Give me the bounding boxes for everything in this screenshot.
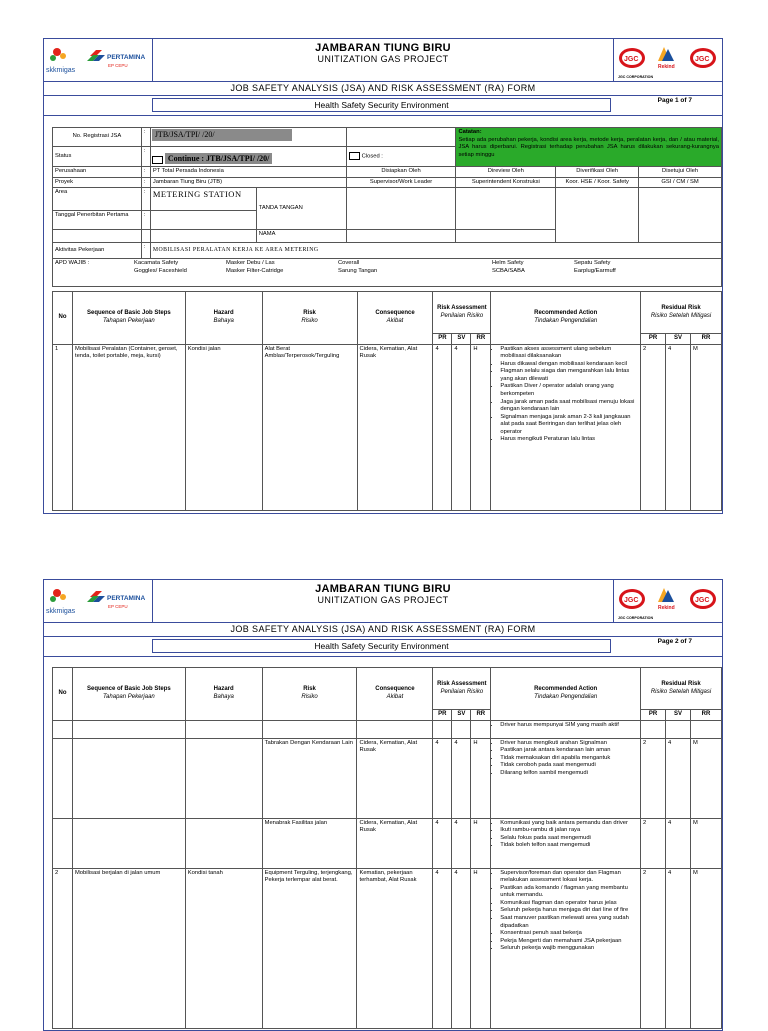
row-res-rr: M: [690, 818, 721, 868]
pertamina-text: PERTAMINA: [107, 54, 146, 61]
logo-block-right: [613, 39, 722, 81]
row-sv: [452, 720, 471, 738]
row-res-pr: 2: [641, 738, 666, 818]
action-item: • Tidak ceroboh pada saat mengemudi: [500, 762, 638, 770]
col-risk: Risk Risiko: [262, 292, 357, 345]
row-step: [72, 738, 185, 818]
row-sv: 4: [452, 344, 471, 510]
col-recommended-action: Recommended Action Tindakan Pengendalian: [491, 292, 641, 345]
colon: :: [141, 147, 150, 167]
disiapkan-header: Disiapkan Oleh: [346, 167, 456, 178]
skkmigas-text: skkmigas: [46, 67, 76, 74]
note-text: Setiap ada perubahan pekerja, kondisi area kerja, metode kerja, peralatan kerja, dan / atau material, JSA harus diperbarui. Registrasi terhadap perubahan JSA harus dilakukan sekurang-kurangnya setiap minggu: [458, 136, 719, 158]
col-steps: Sequence of Basic Job Steps Tahapan Pekerjaan: [72, 292, 185, 345]
apd-sepatu: Sepatu Safety: [574, 260, 611, 267]
col-steps: Sequence of Basic Job Steps Tahapan Pekerjaan: [72, 668, 185, 721]
row-res-rr: M: [690, 344, 721, 510]
row-rr: H: [471, 738, 491, 818]
row-hazard: [185, 818, 262, 868]
form-page-2: [43, 579, 723, 1031]
row-res-pr: 2: [641, 344, 666, 510]
row-res-sv: 4: [666, 738, 691, 818]
department-field: Health Safety Security Environment: [152, 639, 611, 653]
action-item: • Signalman menjaga jarak aman 2-3 kali jangkauan alat pada saat Beriringan dan terlihat jelas oleh operator: [500, 414, 638, 437]
action-item: • Komunikasi flagman dan operator harus jelas: [500, 900, 638, 908]
page-number: Page 2 of 7: [657, 638, 692, 645]
jgc-text: JGC: [624, 56, 639, 63]
col-res-rr: RR: [690, 334, 721, 345]
row-step: [72, 720, 185, 738]
col-no: No: [53, 292, 73, 345]
table-row: [53, 720, 722, 738]
logo-block-left: [44, 39, 153, 81]
row-risk: [262, 720, 357, 738]
action-item: • Seluruh pekerja harus menjaga diri dari line of fire: [500, 907, 638, 915]
row-consequence: Cidera, Kematian, Alat Rusak: [357, 818, 433, 868]
row-actions: [491, 720, 641, 738]
action-item: • Supervisor/foreman dan operator dan Flagman melakukan assessment lokasi kerja.: [500, 870, 638, 885]
direview-header: Direview Oleh: [456, 167, 556, 178]
row-hazard: [185, 720, 262, 738]
row-hazard: Kondisi tanah: [185, 868, 262, 1028]
rekind-text: Rekind: [658, 64, 675, 70]
col-recommended-action: Recommended Action Tindakan Pengendalian: [491, 668, 641, 721]
note-title: Catatan:: [458, 129, 482, 135]
row-no: [53, 720, 73, 738]
row-pr: 4: [433, 738, 452, 818]
row-actions: [491, 738, 641, 818]
action-item: • Tidak boleh telfon saat mengemudi: [500, 842, 638, 850]
row-risk: Alat Berat Amblas/Terperosok/Terguling: [262, 344, 357, 510]
project-title: JAMBARAN TIUNG BIRU: [315, 583, 451, 595]
rekind-text: Rekind: [658, 605, 675, 611]
action-item: • Driver harus mengikuti arahan Signalman: [500, 740, 638, 748]
closed-label: Closed :: [361, 153, 383, 160]
colon: :: [141, 188, 150, 211]
tanda-tangan-label: TANDA TANGAN: [256, 188, 346, 230]
note-box: [456, 128, 722, 167]
proyek-value: Jambaran Tiung Biru (JTB): [150, 177, 346, 188]
col-res-pr: PR: [641, 710, 666, 721]
row-res-pr: 2: [641, 868, 666, 1028]
row-pr: 4: [433, 344, 452, 510]
action-item: • Driver harus mempunyai SIM yang masih aktif: [500, 722, 638, 730]
closed-checkbox[interactable]: [349, 152, 360, 160]
nama-label: NAMA: [256, 230, 346, 243]
row-res-rr: M: [690, 738, 721, 818]
action-item: • Ikuti rambu-rambu di jalan raya: [500, 827, 638, 835]
row-pr: 4: [433, 868, 452, 1028]
direview-role: Superintendent Konstruksi: [456, 177, 556, 188]
action-item: • Pastikan jarak antara kendaraan lain aman: [500, 747, 638, 755]
col-pr: PR: [433, 710, 452, 721]
col-rr: RR: [471, 334, 491, 345]
pertamina-text: PERTAMINA: [107, 595, 146, 602]
form-header-2: [44, 580, 722, 623]
col-hazard: Hazard Bahaya: [185, 668, 262, 721]
skkmigas-pertamina-logo: [44, 580, 152, 622]
form-header: [44, 39, 722, 82]
col-residual-risk: Residual Risk Risiko Setelah Mitigasi: [641, 668, 722, 710]
department-field: Health Safety Security Environment: [152, 98, 611, 112]
row-consequence: Kematian, pekerjaan terhambat, Alat Rusak: [357, 868, 433, 1028]
signature-cell-3[interactable]: [556, 188, 638, 242]
col-consequence: Consequence Akibat: [357, 668, 433, 721]
apd-label: APD WAJIB :: [55, 260, 90, 267]
row-no: 2: [53, 868, 73, 1028]
row-consequence: Cidera, Kematian, Alat Rusak: [357, 344, 433, 510]
col-consequence: Consequence Akibat: [357, 292, 433, 345]
apd-scba: SCBA/SABA: [492, 267, 525, 274]
row-sv: 4: [452, 818, 471, 868]
jgc-text-2: JGC: [695, 597, 710, 604]
aktivitas-label: Aktivitas Pekerjaan: [53, 243, 142, 259]
row-step: Mobilisasi berjalan di jalan umum: [72, 868, 185, 1028]
row-consequence: Cidera, Kematian, Alat Rusak: [357, 738, 433, 818]
table-row: [53, 344, 722, 510]
action-item: • Selalu fokus pada saat mengemudi: [500, 835, 638, 843]
form-title: JOB SAFETY ANALYSIS (JSA) AND RISK ASSESSMENT (RA) FORM: [44, 622, 722, 637]
logo-block-right: [613, 580, 722, 622]
disetujui-role: GSI / CM / SM: [661, 178, 699, 185]
area-label: Area: [53, 188, 142, 211]
row-rr: H: [471, 818, 491, 868]
jsa-task-table-2: [52, 667, 722, 1029]
action-item: • Harus mengikuti Peraturan lalu lintas: [500, 436, 638, 444]
diverifikasi-role: Koor. HSE / Koor. Safety: [556, 178, 638, 188]
jsa-task-table-1: [52, 291, 722, 511]
aktivitas-value: MOBILISASI PERALATAN KERJA KE AREA METERING: [150, 243, 721, 259]
apd-kacamata: Kacamata Safety: [134, 260, 179, 267]
table-row: [53, 868, 722, 1028]
action-item: • Pekrja Mengerti dan memahami JSA pekerjaan: [500, 938, 638, 946]
project-subtitle: UNITIZATION GAS PROJECT: [317, 54, 449, 64]
colon: :: [141, 210, 150, 229]
row-pr: [433, 720, 452, 738]
action-item: • Konsentrasi penuh saat bekerja: [500, 930, 638, 938]
disetujui-header: Disetujui Oleh: [662, 168, 699, 174]
row-sv: 4: [452, 738, 471, 818]
action-item: • Saat manuver pastikan melewati area yang sudah dipadatkan: [500, 915, 638, 930]
jsa-info-table: [52, 127, 722, 287]
area-value: METERING STATION: [150, 188, 256, 211]
row-rr: H: [471, 344, 491, 510]
row-res-sv: 4: [666, 868, 691, 1028]
action-item: • Dilarang telfon sambil mengemudi: [500, 770, 638, 778]
apd-goggles: Goggles/ Faceshield: [134, 267, 187, 274]
signature-cell-1[interactable]: [346, 188, 456, 230]
tanggal-label: Tanggal Penerbitan Pertama: [53, 210, 142, 229]
action-item: • Pastikan Diver / operator adalah orang yang berkompeten: [500, 383, 638, 398]
jgc-text: JGC: [624, 597, 639, 604]
row-res-pr: 2: [641, 818, 666, 868]
form-title: JOB SAFETY ANALYSIS (JSA) AND RISK ASSESSMENT (RA) FORM: [44, 81, 722, 96]
row-pr: 4: [433, 818, 452, 868]
action-item: • Tidak memaksakan diri apabila mengantuk: [500, 755, 638, 763]
skkmigas-text: skkmigas: [46, 608, 76, 615]
project-subtitle: UNITIZATION GAS PROJECT: [317, 595, 449, 605]
apd-helm: Helm Safety: [492, 260, 524, 267]
col-hazard: Hazard Bahaya: [185, 292, 262, 345]
row-sv: 4: [452, 868, 471, 1028]
row-actions: [491, 868, 641, 1028]
jgc-rekind-logo: [614, 580, 722, 622]
diverifikasi-header: Diverifikasi Oleh: [556, 167, 638, 177]
row-hazard: [185, 738, 262, 818]
row-res-sv: 4: [666, 818, 691, 868]
action-item: • Harus dikawal dengan mobilisasi kendaraan kecil: [500, 361, 638, 369]
col-risk: Risk Risiko: [262, 668, 357, 721]
row-rr: H: [471, 868, 491, 1028]
col-pr: PR: [433, 334, 452, 345]
nama-cell-2[interactable]: [456, 230, 556, 243]
row-res-sv: 4: [666, 344, 691, 510]
proyek-label: Proyek: [53, 177, 142, 188]
colon: :: [141, 177, 150, 188]
row-step: Mobilisasi Peralatan (Container, genset, tenda, toilet portable, meja, kursi): [72, 344, 185, 510]
col-rr: RR: [471, 710, 491, 721]
action-item: • Pastikan ada komando / flagman yang membantu untuk memandu.: [500, 885, 638, 900]
apd-row: [53, 259, 721, 286]
action-item: • Seluruh pekerja wajib menggunakan: [500, 945, 638, 953]
col-risk-assessment: Risk Assessment Penilaian Risiko: [433, 292, 491, 334]
row-actions: [491, 344, 641, 510]
row-res-rr: M: [690, 868, 721, 1028]
perusahaan-label: Perusahaan: [53, 167, 142, 178]
disiapkan-role: Supervisor/Work Leader: [346, 177, 456, 188]
row-consequence: [357, 720, 433, 738]
reg-label: No. Registrasi JSA: [53, 128, 142, 147]
continue-checkbox[interactable]: [152, 156, 163, 164]
apd-sarung-tangan: Sarung Tangan: [338, 267, 378, 274]
jgc-corp-text: JGC CORPORATION: [618, 616, 654, 620]
row-res-rr: [690, 720, 721, 738]
col-res-pr: PR: [641, 334, 666, 345]
row-hazard: Kondisi jalan: [185, 344, 262, 510]
signature-cell-2[interactable]: [456, 188, 556, 230]
action-item: • Pastikan akses assessment ulang sebelum mobilisasi dilaksanakan: [500, 346, 638, 361]
col-sv: SV: [452, 334, 471, 345]
col-no: No: [53, 668, 73, 721]
colon: :: [141, 243, 150, 259]
page-number: Page 1 of 7: [657, 97, 692, 104]
row-actions: [491, 818, 641, 868]
perusahaan-value: PT Total Persada Indonesia: [150, 167, 346, 178]
col-res-rr: RR: [690, 710, 721, 721]
jgc-text-2: JGC: [695, 56, 710, 63]
apd-masker-debu: Masker Debu / Las: [226, 260, 275, 267]
pertamina-sub-text: EP CEPU: [108, 63, 128, 68]
action-item: • Komunikasi yang baik antara pemandu dan driver: [500, 820, 638, 828]
col-res-sv: SV: [666, 334, 691, 345]
col-residual-risk: Residual Risk Risiko Setelah Mitigasi: [641, 292, 722, 334]
reg-number-field[interactable]: JTB/JSA/TPI/ /20/: [152, 129, 292, 141]
continue-field[interactable]: Continue : JTB/JSA/TPI/ /20/: [165, 153, 273, 164]
row-step: [72, 818, 185, 868]
row-res-pr: [641, 720, 666, 738]
col-sv: SV: [452, 710, 471, 721]
jgc-corp-text: JGC CORPORATION: [618, 75, 654, 79]
signature-cell-4[interactable]: [639, 188, 721, 242]
table-row: [53, 818, 722, 868]
col-res-sv: SV: [666, 710, 691, 721]
nama-cell-1[interactable]: [346, 230, 456, 243]
row-no: 1: [53, 344, 73, 510]
row-rr: [471, 720, 491, 738]
tanggal-value[interactable]: [150, 210, 256, 229]
table-row: [53, 738, 722, 818]
action-item: • Jaga jarak aman pada saat mobilisasi menuju lokasi dengan kendaraan lain: [500, 399, 638, 414]
row-no: [53, 818, 73, 868]
jgc-rekind-logo: [614, 39, 722, 81]
form-page-1: [43, 38, 723, 514]
logo-block-left: [44, 580, 153, 622]
colon: :: [141, 128, 150, 147]
row-risk: Equipment Terguling, terjengkang, Pekerja terlempar alat berat.: [262, 868, 357, 1028]
pertamina-sub-text: EP CEPU: [108, 604, 128, 609]
row-risk: Tabrakan Dengan Kendaraan Lain: [262, 738, 357, 818]
apd-coverall: Coverall: [338, 260, 360, 267]
apd-masker-filter: Masker Filter-Catridge: [226, 267, 284, 274]
col-risk-assessment: Risk Assessment Penilaian Risiko: [433, 668, 491, 710]
status-label: Status: [53, 147, 142, 167]
colon: :: [141, 167, 150, 178]
row-res-sv: [666, 720, 691, 738]
skkmigas-pertamina-logo: [44, 39, 152, 81]
project-title: JAMBARAN TIUNG BIRU: [315, 42, 451, 54]
apd-earplug: Earplug/Earmuff: [574, 267, 616, 274]
row-no: [53, 738, 73, 818]
row-risk: Menabrak Fasilitas jalan: [262, 818, 357, 868]
action-item: • Flagman selalu siaga dan mengarahkan lalu lintas yang akan dilewati: [500, 368, 638, 383]
